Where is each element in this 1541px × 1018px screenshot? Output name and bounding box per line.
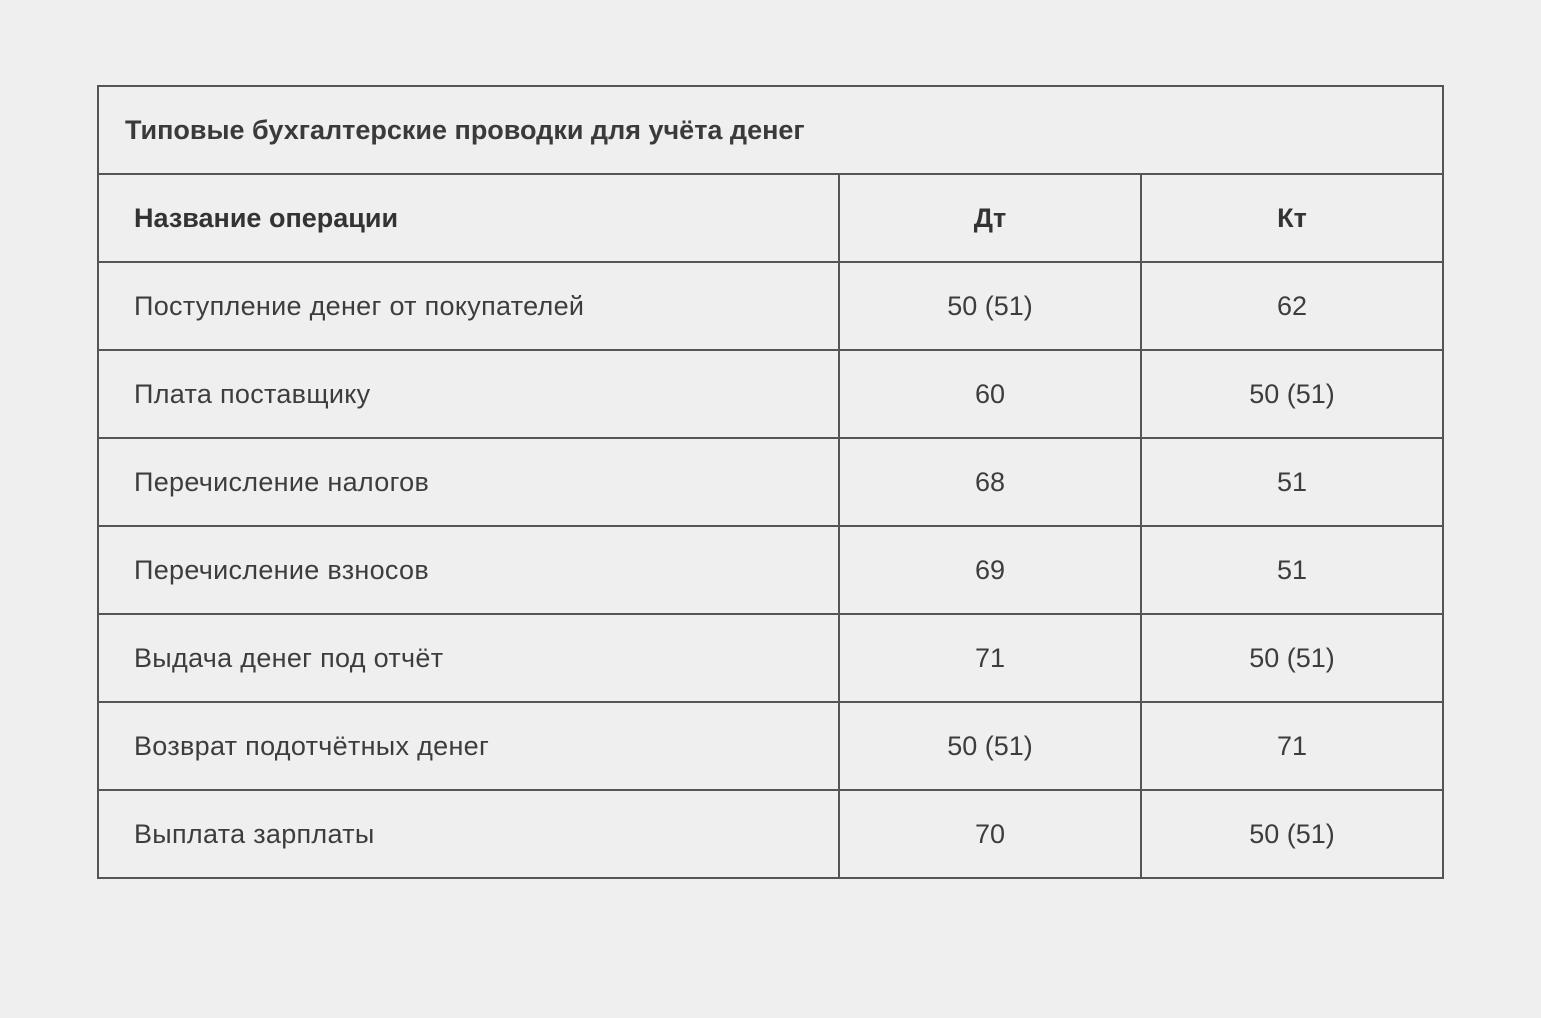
table-row xyxy=(98,438,1443,526)
debit-account: 71 xyxy=(839,614,1141,702)
header-credit: Кт xyxy=(1141,174,1443,262)
header-debit: Дт xyxy=(839,174,1141,262)
credit-account: 50 (51) xyxy=(1141,790,1443,878)
debit-account: 69 xyxy=(839,526,1141,614)
operation-name: Поступление денег от покупателей xyxy=(98,262,839,350)
table-header-row xyxy=(98,174,1443,262)
credit-account: 50 (51) xyxy=(1141,614,1443,702)
credit-account: 51 xyxy=(1141,526,1443,614)
table-row xyxy=(98,614,1443,702)
operation-name: Выплата зарплаты xyxy=(98,790,839,878)
credit-account: 71 xyxy=(1141,702,1443,790)
credit-account: 50 (51) xyxy=(1141,350,1443,438)
table-title: Типовые бухгалтерские проводки для учёта денег xyxy=(98,86,1443,174)
credit-account: 62 xyxy=(1141,262,1443,350)
debit-account: 68 xyxy=(839,438,1141,526)
debit-account: 50 (51) xyxy=(839,262,1141,350)
table-row xyxy=(98,350,1443,438)
table-title-row xyxy=(98,86,1443,174)
table-row xyxy=(98,702,1443,790)
table-row xyxy=(98,526,1443,614)
operation-name: Возврат подотчётных денег xyxy=(98,702,839,790)
operation-name: Плата поставщику xyxy=(98,350,839,438)
debit-account: 60 xyxy=(839,350,1141,438)
operation-name: Выдача денег под отчёт xyxy=(98,614,839,702)
table-row xyxy=(98,262,1443,350)
operation-name: Перечисление взносов xyxy=(98,526,839,614)
operation-name: Перечисление налогов xyxy=(98,438,839,526)
debit-account: 70 xyxy=(839,790,1141,878)
header-operation-name: Название операции xyxy=(98,174,839,262)
credit-account: 51 xyxy=(1141,438,1443,526)
postings-table xyxy=(97,85,1444,879)
table-row xyxy=(98,790,1443,878)
postings-table-container xyxy=(97,85,1442,879)
debit-account: 50 (51) xyxy=(839,702,1141,790)
